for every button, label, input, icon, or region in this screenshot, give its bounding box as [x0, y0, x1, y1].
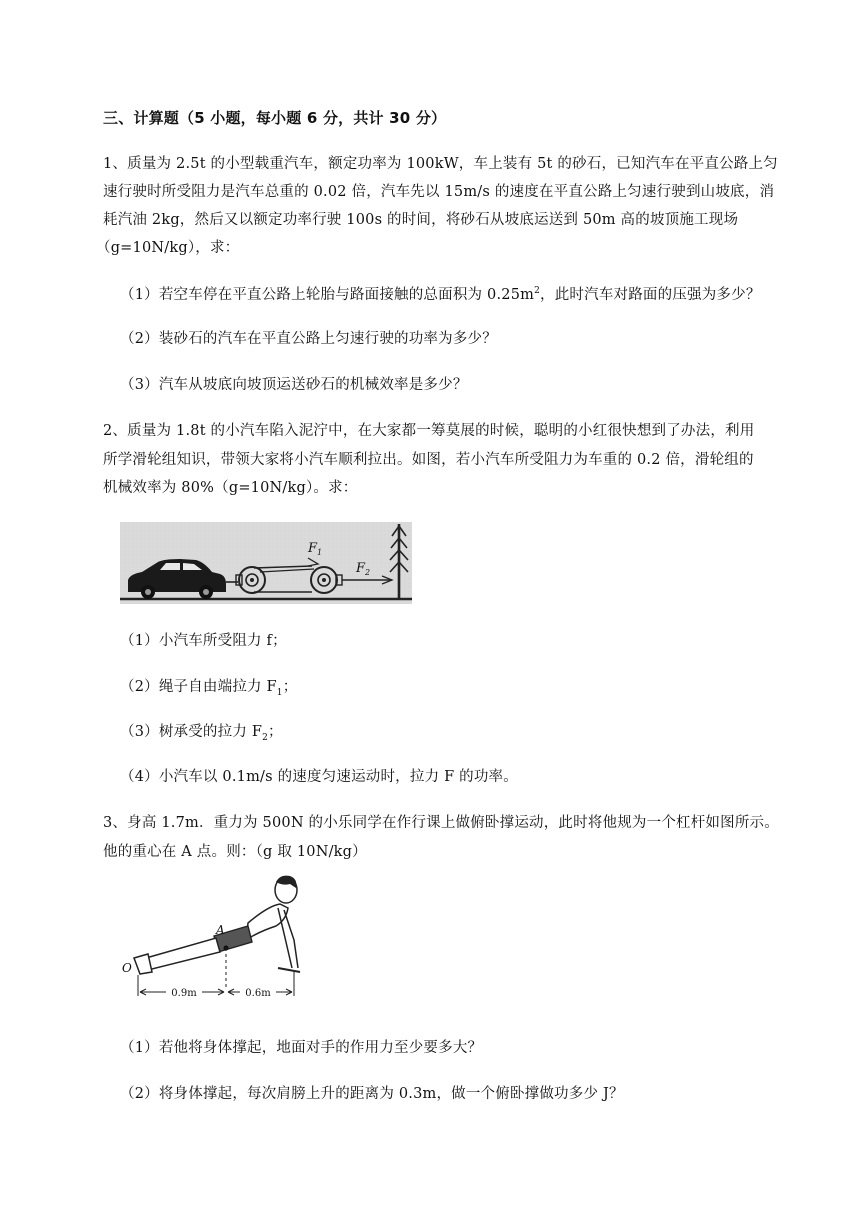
- f1-label: $F_1$: [308, 541, 323, 557]
- q2-sub-2: （2）绳子自由端拉力 $F_1$；: [120, 679, 298, 698]
- q3-line-2: 他的重心在 A 点。则：（g 取 10N/kg）: [103, 844, 367, 860]
- pushup-lever-figure: [118, 868, 314, 1004]
- distance-label-1: 0.9m: [171, 988, 197, 999]
- q2-sub-1: （1）小汽车所受阻力 f；: [120, 633, 287, 649]
- q3-sub-1: （1）若他将身体撑起，地面对手的作用力至少要多大？: [120, 1040, 483, 1056]
- q2-line-2: 所学滑轮组知识，带领大家将小汽车顺利拉出。如图，若小汽车所受阻力为车重的 0.2 倍，滑轮组的: [103, 452, 754, 468]
- q2-line-1: 2、质量为 1.8t 的小汽车陷入泥泞中，在大家都一筹莫展的时候，聪明的小红很快想到了办法，利用: [103, 423, 755, 439]
- section-title: 三、计算题（5 小题，每小题 6 分，共计 30 分）: [103, 109, 447, 127]
- point-o-label: O: [122, 961, 132, 975]
- f2-label: $F_2$: [356, 561, 371, 577]
- q3-line-1: 3、身高 1.7m．重力为 500N 的小乐同学在作行课上做俯卧撑运动，此时将他规为一个杠杆如图所示。: [103, 815, 779, 831]
- q1-sub-1: （1）若空车停在平直公路上轮胎与路面接触的总面积为 $0.25m^2$，此时汽车对路面的压强为多少？: [120, 286, 761, 303]
- point-a-label: A: [216, 923, 225, 937]
- q2-line-3: 机械效率为 80%（g=10N/kg）。求：: [103, 480, 358, 496]
- distance-label-2: 0.6m: [245, 988, 271, 999]
- q1-sub-3: （3）汽车从坡底向坡顶运送砂石的机械效率是多少？: [120, 377, 468, 393]
- pulley-car-figure: [120, 522, 412, 604]
- q1-line-1: 1、质量为 2.5t 的小型载重汽车，额定功率为 100kW，车上装有 5t 的砂石，已知汽车在平直公路上匀: [103, 156, 778, 172]
- q1-line-2: 速行驶时所受阻力是汽车总重的 0.02 倍，汽车先以 15m/s 的速度在平直公路上匀速行驶到山坡底，消: [103, 184, 775, 200]
- q2-sub-4: （4）小汽车以 0.1m/s 的速度匀速运动时，拉力 F 的功率。: [120, 769, 518, 785]
- q1-line-4: （g=10N/kg），求：: [96, 240, 240, 256]
- q1-line-3: 耗汽油 2kg，然后又以额定功率行驶 100s 的时间，将砂石从坡底运送到 50m 高的坡顶施工现场: [103, 212, 739, 228]
- q3-sub-2: （2）将身体撑起，每次肩膀上升的距离为 0.3m，做一个俯卧撑做功多少 J？: [120, 1086, 624, 1102]
- q1-sub-2: （2）装砂石的汽车在平直公路上匀速行驶的功率为多少？: [120, 331, 497, 347]
- q2-sub-3: （3）树承受的拉力 $F_2$；: [120, 724, 283, 743]
